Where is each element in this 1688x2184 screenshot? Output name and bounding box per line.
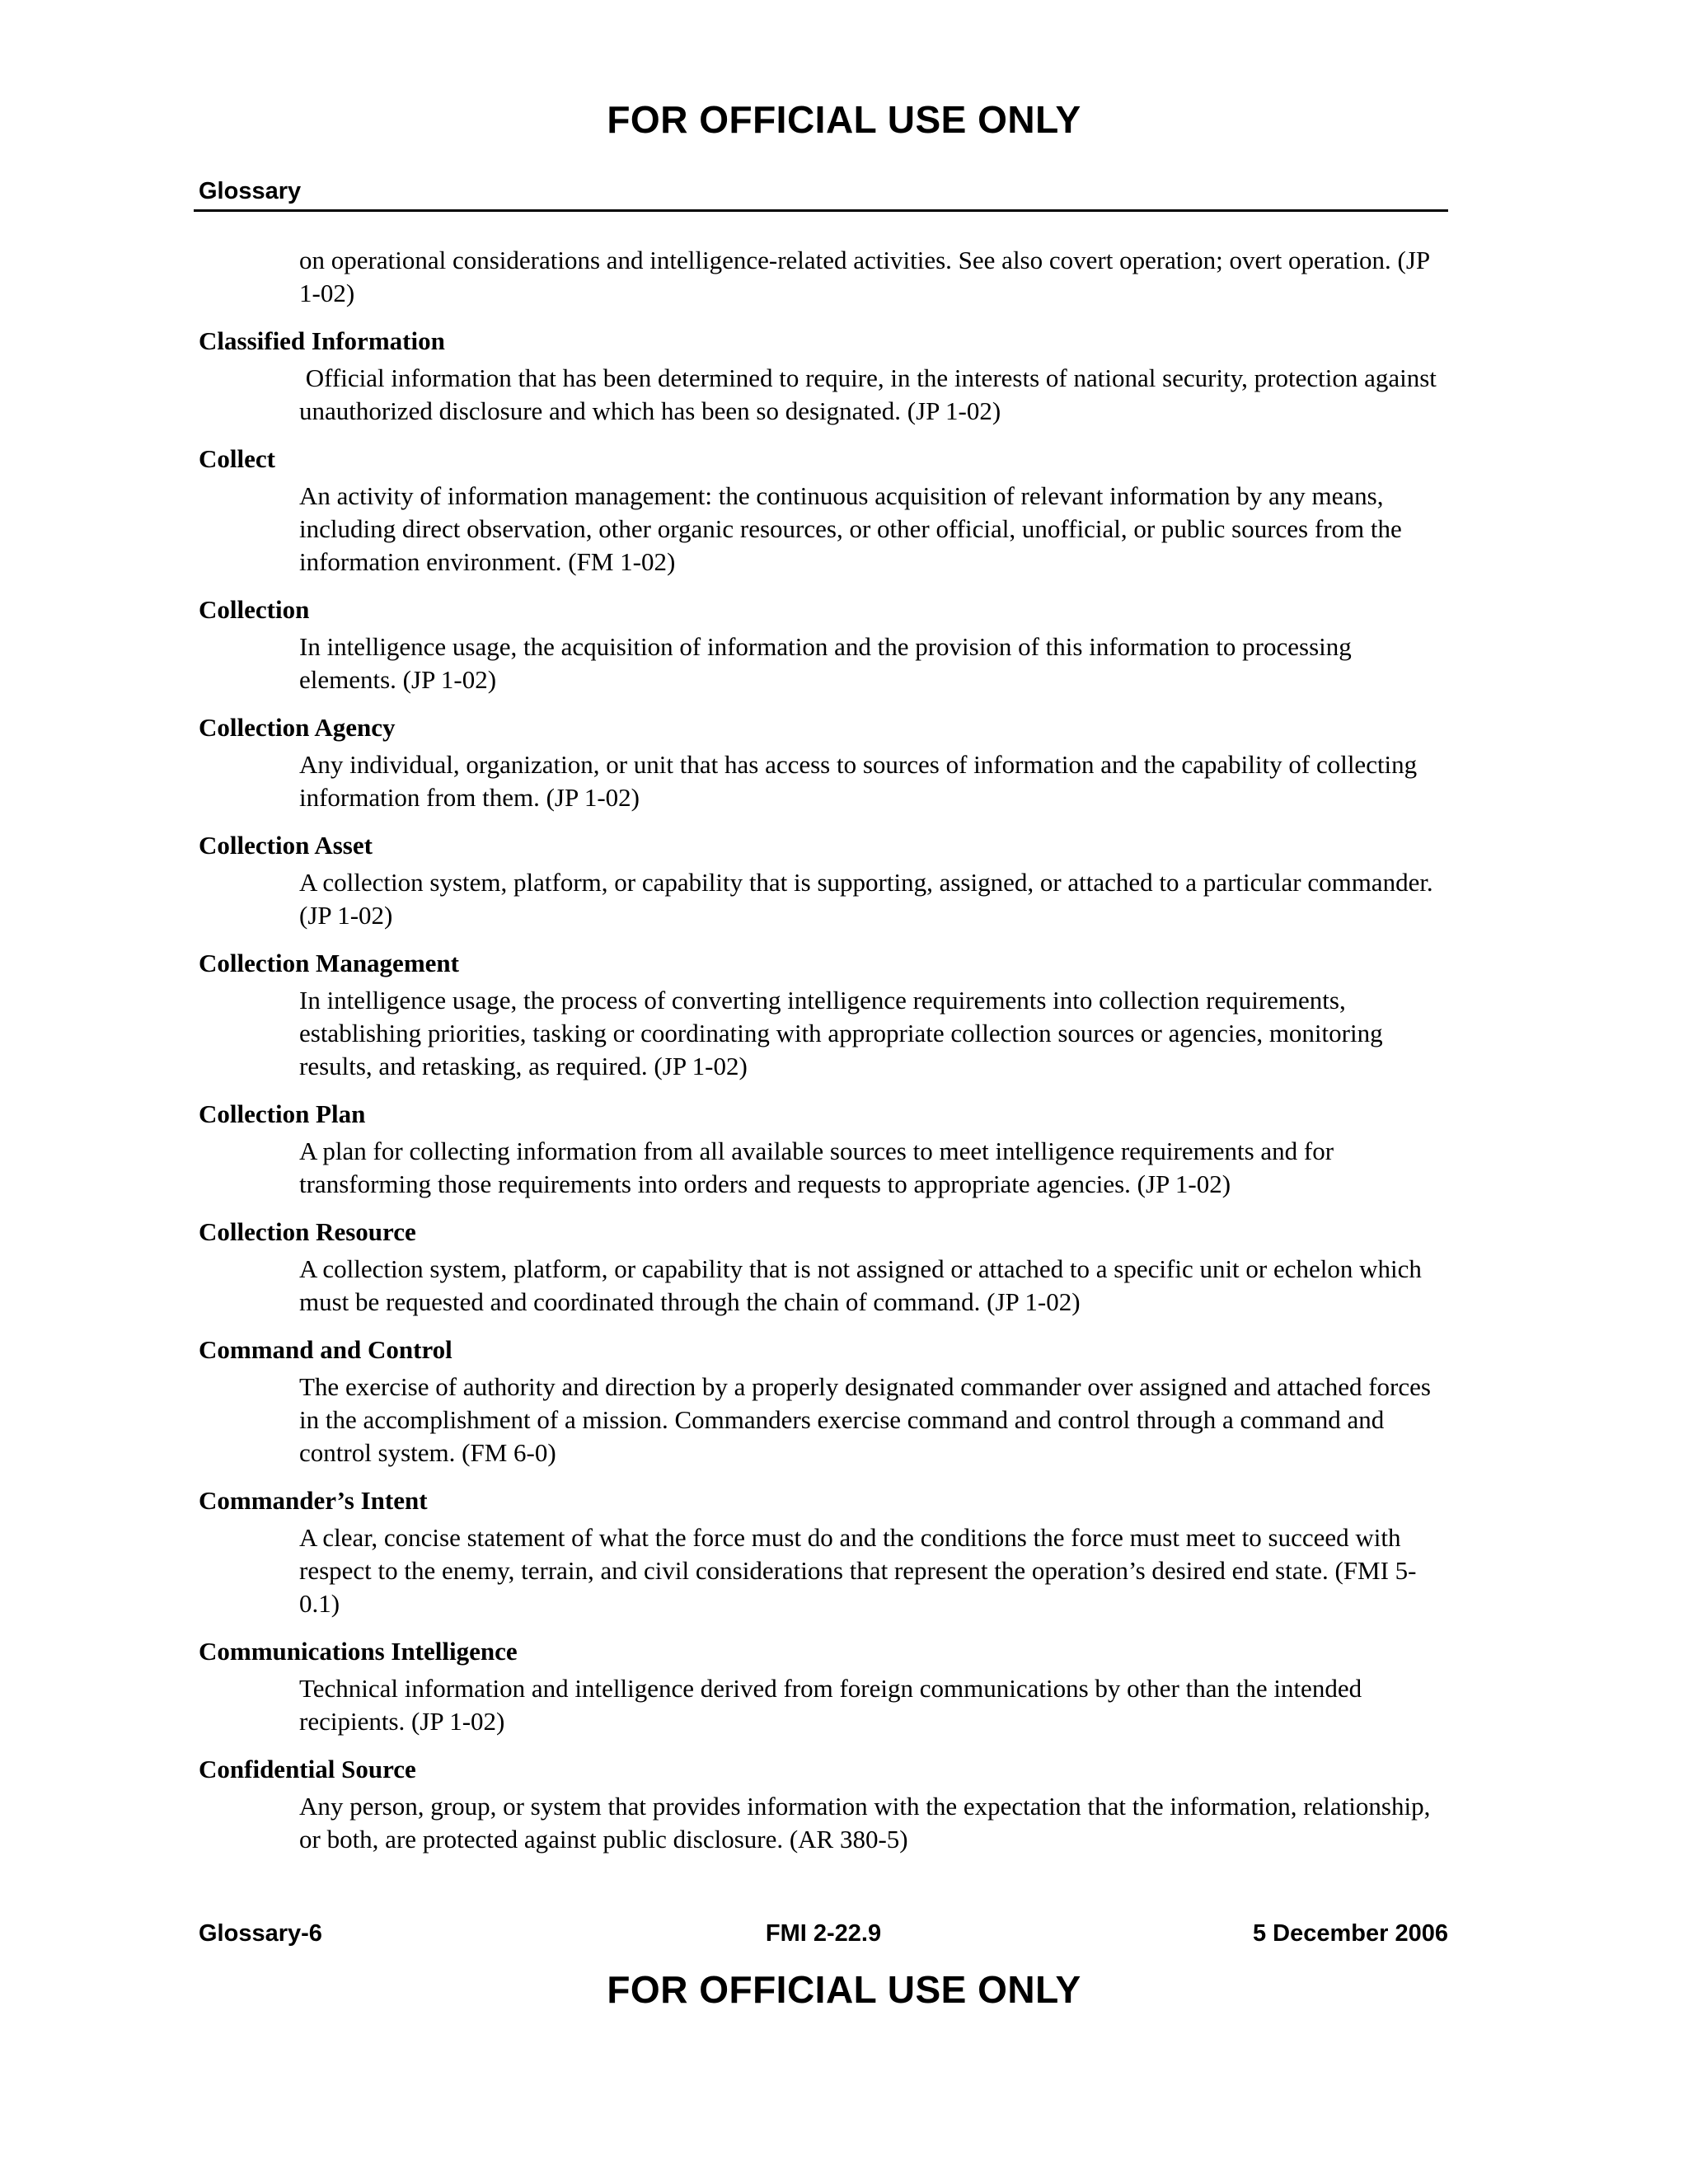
glossary-entry xyxy=(199,443,1451,579)
glossary-definition: A clear, concise statement of what the force must do and the conditions the force must meet to succeed with respect to the enemy, terrain, and civil considerations that represent the operation’s desired end state. (FMI 5-0.1) xyxy=(299,1523,1417,1618)
glossary-entry xyxy=(199,829,1451,932)
security-marking-top: FOR OFFICIAL USE ONLY xyxy=(607,98,1081,141)
glossary-definition: A collection system, platform, or capability that is supporting, assigned, or attached to a particular commander. (JP 1-02) xyxy=(299,868,1433,930)
glossary-term: Command and Control xyxy=(199,1335,452,1364)
glossary-definition: Official information that has been determined to require, in the interests of national security, protection against unauthorized disclosure and which has been so designated. (JP 1-02) xyxy=(299,363,1443,425)
glossary-content xyxy=(199,244,1451,1871)
glossary-term: Collection Asset xyxy=(199,831,373,860)
glossary-entry xyxy=(199,947,1451,1083)
glossary-term: Collect xyxy=(199,444,275,473)
glossary-term: Collection xyxy=(199,595,310,624)
footer-page-number: Glossary-6 xyxy=(199,1920,322,1947)
glossary-term: Commander’s Intent xyxy=(199,1486,428,1515)
section-header: Glossary xyxy=(199,178,302,204)
glossary-definition: In intelligence usage, the acquisition of information and the provision of this information to processing elements. (JP 1-02) xyxy=(299,632,1352,694)
glossary-term: Confidential Source xyxy=(199,1755,416,1783)
glossary-term: Collection Agency xyxy=(199,713,396,742)
continued-definition: on operational considerations and intelligence-related activities. See also covert operation; overt operation. (JP 1-02) xyxy=(299,246,1429,307)
glossary-term: Communications Intelligence xyxy=(199,1637,518,1666)
glossary-definition: A collection system, platform, or capability that is not assigned or attached to a specific unit or echelon which must be requested and coordinated through the chain of command. (JP 1-02) xyxy=(299,1254,1422,1316)
glossary-term: Collection Resource xyxy=(199,1217,416,1246)
footer-publication: FMI 2-22.9 xyxy=(765,1920,882,1947)
glossary-term: Collection Management xyxy=(199,949,459,977)
glossary-entry xyxy=(199,1635,1451,1738)
glossary-entry xyxy=(199,1753,1451,1856)
glossary-definition: Any person, group, or system that provides information with the expectation that the information, relationship, or both, are protected against public disclosure. (AR 380-5) xyxy=(299,1792,1431,1854)
glossary-entry xyxy=(199,325,1451,428)
glossary-entry xyxy=(199,711,1451,814)
glossary-definition: A plan for collecting information from all available sources to meet intelligence requirements and for transforming those requirements into orders and requests to appropriate agencies. (JP 1-02) xyxy=(299,1137,1334,1198)
glossary-entry xyxy=(199,1484,1451,1620)
glossary-entry xyxy=(199,1333,1451,1469)
header-divider xyxy=(194,209,1448,212)
glossary-entry xyxy=(199,1098,1451,1201)
glossary-definition: Technical information and intelligence derived from foreign communications by other than the intended recipients. (JP 1-02) xyxy=(299,1674,1362,1736)
security-marking-bottom: FOR OFFICIAL USE ONLY xyxy=(607,1968,1081,2011)
glossary-definition: The exercise of authority and direction by a properly designated commander over assigned and attached forces in the accomplishment of a mission. Commanders exercise command and control through a command and control system. (FM 6-0) xyxy=(299,1372,1431,1467)
glossary-entry xyxy=(199,593,1451,696)
glossary-definition: In intelligence usage, the process of converting intelligence requirements into collection requirements, establishing priorities, tasking or coordinating with appropriate collection sources or agencies, monitoring results, and retasking, as required. (JP 1-02) xyxy=(299,986,1383,1080)
glossary-definition: Any individual, organization, or unit that has access to sources of information and the capability of collecting information from them. (JP 1-02) xyxy=(299,750,1418,812)
glossary-entry xyxy=(199,1216,1451,1319)
page-footer xyxy=(199,1920,1448,1953)
glossary-term: Classified Information xyxy=(199,326,445,355)
glossary-definition: An activity of information management: the continuous acquisition of relevant information by any means, including direct observation, other organic resources, or other official, unofficial, or public sources from the information environment. (FM 1-02) xyxy=(299,481,1402,576)
glossary-term: Collection Plan xyxy=(199,1099,366,1128)
footer-date: 5 December 2006 xyxy=(1253,1920,1448,1947)
